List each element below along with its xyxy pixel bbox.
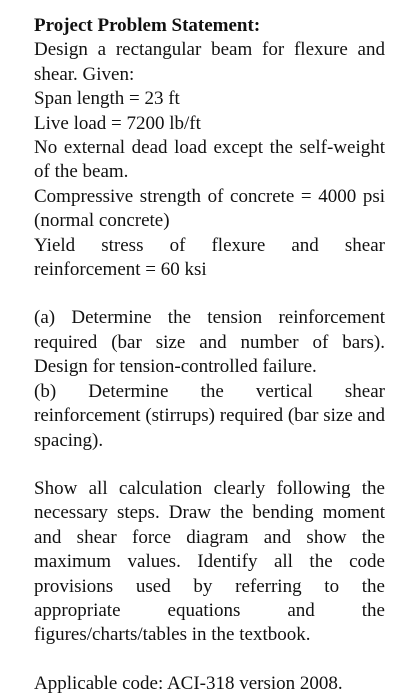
- applicable-code: Applicable code: ACI-318 version 2008.: [34, 672, 343, 694]
- given-yield-stress: Yield stress of flexure and shear reinforcement = 60 ksi: [34, 234, 385, 281]
- given-concrete-strength: Compressive strength of concrete = 4000 psi (normal concrete): [34, 185, 385, 232]
- task-b: (b) Determine the vertical shear reinforcement (stirrups) required (bar size and spacing).: [34, 380, 385, 451]
- spacer: [34, 282, 385, 306]
- given-dead-load: No external dead load except the self-weight of the beam.: [34, 137, 385, 183]
- given-span-length: Span length = 23 ft: [34, 88, 180, 110]
- instructions: Show all calculation clearly following the necessary steps. Draw the bending moment and shear force diagram and show the maximum values. Identify all the code provisions used by referring to the appropriate equations and the figures/charts/tables in the textbook.: [34, 477, 385, 646]
- given-live-load: Live load = 7200 lb/ft: [34, 112, 201, 134]
- given-intro: Design a rectangular beam for flexure and shear. Given:: [34, 39, 385, 85]
- document-title: Project Problem Statement:: [34, 15, 261, 36]
- spacer: [34, 648, 385, 672]
- task-a: (a) Determine the tension reinforcement required (bar size and number of bars). Design for tension-controlled failure.: [34, 307, 385, 378]
- spacer: [34, 453, 385, 477]
